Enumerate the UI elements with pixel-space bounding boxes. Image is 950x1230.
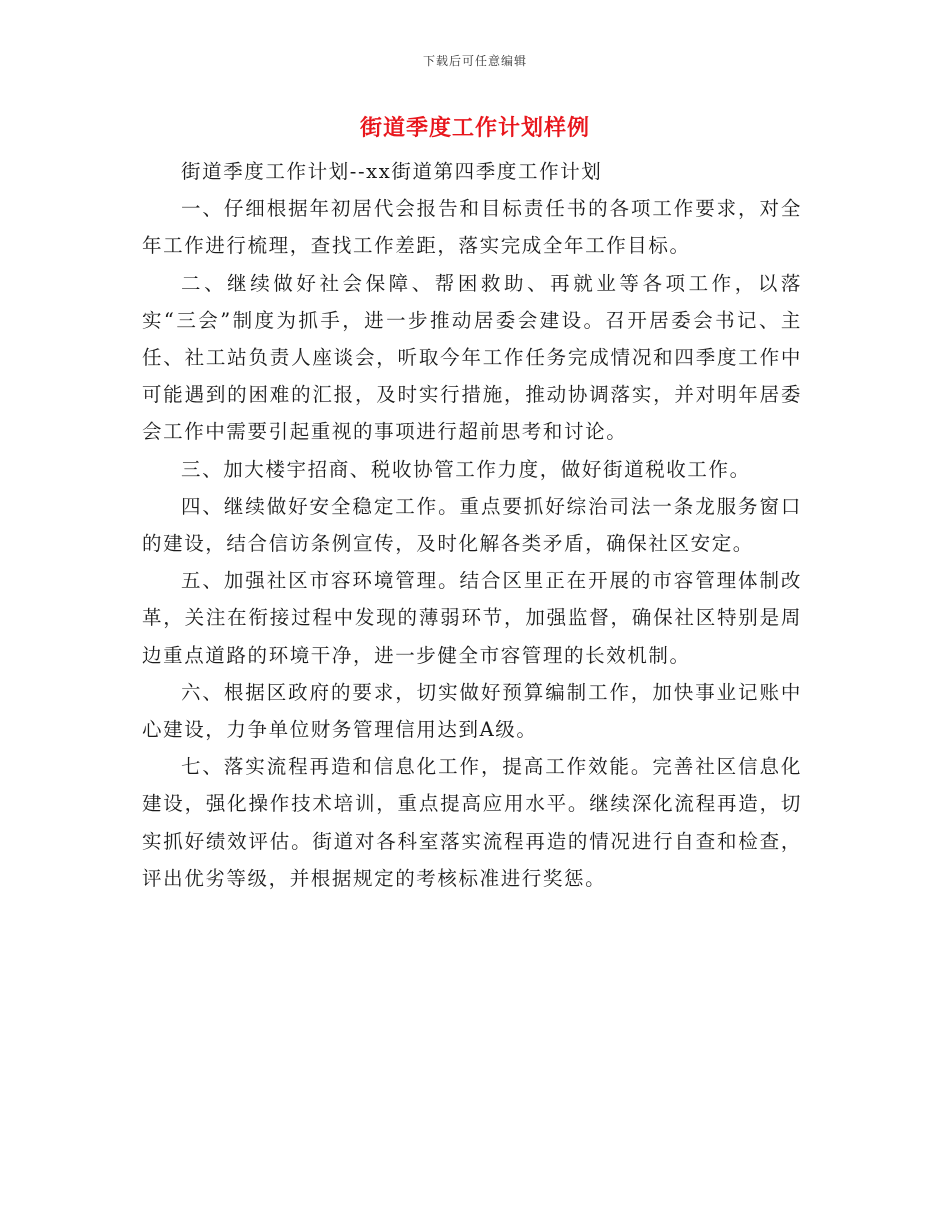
paragraph-item-4: 四、继续做好安全稳定工作。重点要抓好综治司法一条龙服务窗口的建设，结合信访条例宣传，及时化解各类矛盾，确保社区安定。	[142, 494, 802, 556]
paragraph-item-3: 三、加大楼宇招商、税收协管工作力度，做好街道税收工作。	[181, 457, 751, 481]
document-body	[142, 153, 802, 897]
document-title: 街道季度工作计划样例	[359, 115, 590, 141]
paragraph-item-7: 七、落实流程再造和信息化工作，提高工作效能。完善社区信息化建设，强化操作技术培训，重点提高应用水平。继续深化流程再造，切实抓好绩效评估。街道对各科室落实流程再造的情况进行自查和检查，评出优劣等级，并根据规定的考核标准进行奖惩。	[142, 755, 802, 890]
paragraph-item-2: 二、继续做好社会保障、帮困救助、再就业等各项工作，以落实“三会”制度为抓手，进一步推动居委会建设。召开居委会书记、主任、社工站负责人座谈会，听取今年工作任务完成情况和四季度工作中可能遇到的困难的汇报，及时实行措施，推动协调落实，并对明年居委会工作中需要引起重视的事项进行超前思考和讨论。	[142, 271, 802, 444]
paragraph-subtitle: 街道季度工作计划--xx街道第四季度工作计划	[181, 160, 603, 183]
paragraph-item-5: 五、加强社区市容环境管理。结合区里正在开展的市容管理体制改革，关注在衔接过程中发现的薄弱环节，加强监督，确保社区特别是周边重点道路的环境干净，进一步健全市容管理的长效机制。	[142, 569, 802, 667]
paragraph-item-1: 一、仔细根据年初居代会报告和目标责任书的各项工作要求，对全年工作进行梳理，查找工作差距，落实完成全年工作目标。	[142, 197, 802, 258]
header-note: 下载后可任意编辑	[422, 54, 527, 68]
paragraph-item-6: 六、根据区政府的要求，切实做好预算编制工作，加快事业记账中心建设，力争单位财务管理信用达到A级。	[142, 680, 802, 742]
